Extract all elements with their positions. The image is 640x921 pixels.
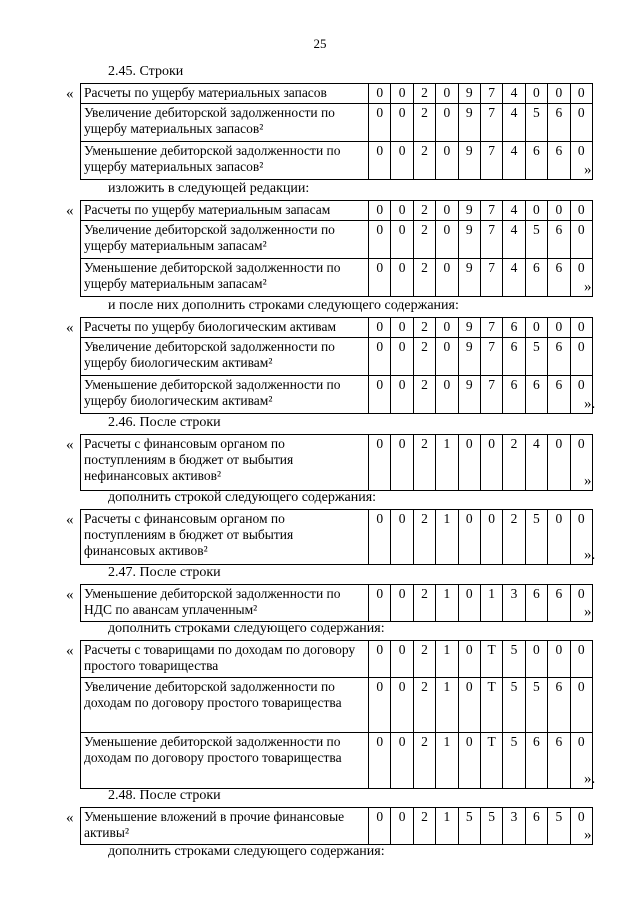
code-digit: 0 xyxy=(548,641,570,678)
code-digit: 4 xyxy=(503,84,525,104)
code-digit: 2 xyxy=(413,641,435,678)
code-digit: 2 xyxy=(503,435,525,491)
code-digit: 0 xyxy=(458,585,480,622)
opening-quote: « xyxy=(66,86,74,102)
code-digit: 0 xyxy=(570,104,592,142)
code-digit: 9 xyxy=(458,104,480,142)
code-digit: 0 xyxy=(436,84,458,104)
code-digit: 6 xyxy=(548,221,570,259)
code-digit: 0 xyxy=(369,84,391,104)
code-digit: 0 xyxy=(480,510,502,565)
code-digit: Т xyxy=(480,733,502,789)
opening-quote: « xyxy=(66,203,74,219)
code-digit: 0 xyxy=(458,510,480,565)
code-digit: 6 xyxy=(548,376,570,414)
section-text: 2.48. После строки xyxy=(108,788,221,803)
section-text: дополнить строкой следующего содержания: xyxy=(108,490,377,505)
code-digit: 0 xyxy=(369,338,391,376)
code-digit: 6 xyxy=(525,376,547,414)
code-digit: 0 xyxy=(369,318,391,338)
account-name: Уменьшение вложений в прочие финансовые активы² xyxy=(81,808,369,845)
code-digit: 1 xyxy=(436,641,458,678)
code-digit: 2 xyxy=(413,678,435,733)
code-digit: 0 xyxy=(369,259,391,297)
code-digit: 5 xyxy=(548,808,570,845)
code-digit: 0 xyxy=(570,338,592,376)
code-digit: 0 xyxy=(436,338,458,376)
code-digit: 5 xyxy=(503,678,525,733)
code-digit: 0 xyxy=(570,318,592,338)
closing-quote: » xyxy=(584,279,592,295)
code-digit: 0 xyxy=(391,585,413,622)
table-row xyxy=(81,221,593,259)
code-digit: 0 xyxy=(436,259,458,297)
table-row xyxy=(81,678,593,733)
code-digit: 0 xyxy=(436,318,458,338)
code-digit: 0 xyxy=(391,338,413,376)
code-digit: 6 xyxy=(548,678,570,733)
code-digit: 0 xyxy=(391,84,413,104)
code-digit: 2 xyxy=(413,585,435,622)
code-digit: 2 xyxy=(413,221,435,259)
account-name: Расчеты по ущербу биологическим активам xyxy=(81,318,369,338)
closing-quote: » xyxy=(584,827,592,843)
code-digit: 0 xyxy=(369,733,391,789)
code-digit: 1 xyxy=(436,435,458,491)
code-digit: 7 xyxy=(480,84,502,104)
section-text: и после них дополнить строками следующего содержания: xyxy=(108,298,459,313)
opening-quote: « xyxy=(66,810,74,826)
code-digit: 2 xyxy=(503,510,525,565)
code-digit: 9 xyxy=(458,338,480,376)
account-table xyxy=(80,640,596,789)
code-digit: 5 xyxy=(458,808,480,845)
code-digit: 0 xyxy=(570,808,592,845)
account-table xyxy=(80,509,596,565)
code-digit: 0 xyxy=(391,678,413,733)
code-digit: 6 xyxy=(525,733,547,789)
code-digit: 5 xyxy=(525,338,547,376)
account-table xyxy=(80,584,593,622)
code-digit: 0 xyxy=(369,104,391,142)
account-name: Уменьшение дебиторской задолженности по ущербу материальным запасам² xyxy=(81,259,369,297)
table-row xyxy=(81,104,593,142)
code-digit: 0 xyxy=(525,318,547,338)
opening-quote: « xyxy=(66,320,74,336)
code-digit: 7 xyxy=(480,338,502,376)
code-digit: 3 xyxy=(503,808,525,845)
code-digit: 0 xyxy=(369,510,391,565)
code-digit: 0 xyxy=(570,201,592,221)
code-digit: 2 xyxy=(413,142,435,180)
closing-quote: » xyxy=(584,604,592,620)
account-name: Расчеты с финансовым органом по поступлениям в бюджет от выбытия нефинансовых активов² xyxy=(81,435,369,491)
code-digit: 0 xyxy=(570,84,592,104)
account-name: Увеличение дебиторской задолженности по ущербу биологическим активам² xyxy=(81,338,369,376)
code-digit: 6 xyxy=(525,585,547,622)
account-name: Увеличение дебиторской задолженности по доходам по договору простого товарищества xyxy=(81,678,369,733)
account-name: Расчеты по ущербу материальным запасам xyxy=(81,201,369,221)
code-digit: 0 xyxy=(391,221,413,259)
code-digit: 4 xyxy=(503,259,525,297)
code-digit: 7 xyxy=(480,142,502,180)
opening-quote: « xyxy=(66,587,74,603)
opening-quote: « xyxy=(66,512,74,528)
account-table xyxy=(80,807,593,845)
code-digit: 0 xyxy=(436,104,458,142)
table-row xyxy=(81,435,593,491)
code-digit: 6 xyxy=(548,733,570,789)
code-digit: 2 xyxy=(413,510,435,565)
code-digit: 0 xyxy=(436,221,458,259)
code-digit: 0 xyxy=(570,510,592,565)
code-digit: 0 xyxy=(458,678,480,733)
code-digit: 9 xyxy=(458,84,480,104)
code-digit: 0 xyxy=(548,435,570,491)
table-row xyxy=(81,641,593,678)
account-name: Уменьшение дебиторской задолженности по доходам по договору простого товарищества xyxy=(81,733,369,789)
opening-quote: « xyxy=(66,643,74,659)
code-digit: 1 xyxy=(436,585,458,622)
code-digit: 0 xyxy=(525,84,547,104)
code-digit: 2 xyxy=(413,808,435,845)
code-digit: 6 xyxy=(548,585,570,622)
code-digit: 6 xyxy=(503,376,525,414)
code-digit: 3 xyxy=(503,585,525,622)
code-digit: 0 xyxy=(369,201,391,221)
code-digit: 0 xyxy=(458,435,480,491)
code-digit: 0 xyxy=(369,435,391,491)
code-digit: 2 xyxy=(413,259,435,297)
code-digit: 2 xyxy=(413,318,435,338)
account-name: Уменьшение дебиторской задолженности по ущербу биологическим активам² xyxy=(81,376,369,414)
code-digit: 7 xyxy=(480,318,502,338)
closing-quote: » xyxy=(584,162,592,178)
closing-quote: ». xyxy=(584,396,596,412)
code-digit: 2 xyxy=(413,201,435,221)
code-digit: 0 xyxy=(391,142,413,180)
closing-quote: ». xyxy=(584,771,596,787)
code-digit: 0 xyxy=(548,84,570,104)
section-text: 2.45. Строки xyxy=(108,64,184,79)
code-digit: Т xyxy=(480,641,502,678)
table-row xyxy=(81,201,593,221)
code-digit: 0 xyxy=(570,585,592,622)
code-digit: 6 xyxy=(503,338,525,376)
code-digit: 6 xyxy=(525,259,547,297)
code-digit: 6 xyxy=(548,104,570,142)
section-text: 2.46. После строки xyxy=(108,415,221,430)
code-digit: 0 xyxy=(525,641,547,678)
page-number: 25 xyxy=(313,36,327,51)
account-name: Увеличение дебиторской задолженности по ущербу материальных запасов² xyxy=(81,104,369,142)
code-digit: 1 xyxy=(480,585,502,622)
code-digit: 4 xyxy=(503,201,525,221)
code-digit: 0 xyxy=(570,142,592,180)
code-digit: 0 xyxy=(369,376,391,414)
code-digit: 0 xyxy=(391,641,413,678)
code-digit: 9 xyxy=(458,318,480,338)
table-row xyxy=(81,142,593,180)
table-row xyxy=(81,733,593,789)
code-digit: 1 xyxy=(436,678,458,733)
closing-quote: ». xyxy=(584,547,596,563)
code-digit: 9 xyxy=(458,201,480,221)
code-digit: 0 xyxy=(570,259,592,297)
code-digit: 0 xyxy=(391,376,413,414)
code-digit: 2 xyxy=(413,376,435,414)
account-table xyxy=(80,200,593,297)
section-text: дополнить строками следующего содержания: xyxy=(108,621,385,636)
code-digit: 4 xyxy=(525,435,547,491)
code-digit: 4 xyxy=(503,221,525,259)
code-digit: 5 xyxy=(503,641,525,678)
code-digit: 1 xyxy=(436,510,458,565)
code-digit: 0 xyxy=(458,641,480,678)
code-digit: 6 xyxy=(548,338,570,376)
account-name: Увеличение дебиторской задолженности по ущербу материальным запасам² xyxy=(81,221,369,259)
code-digit: 2 xyxy=(413,104,435,142)
code-digit: 5 xyxy=(525,678,547,733)
code-digit: 0 xyxy=(391,104,413,142)
section-text: 2.47. После строки xyxy=(108,565,221,580)
code-digit: 0 xyxy=(525,201,547,221)
code-digit: 6 xyxy=(525,142,547,180)
code-digit: 0 xyxy=(480,435,502,491)
code-digit: 7 xyxy=(480,376,502,414)
code-digit: 7 xyxy=(480,221,502,259)
code-digit: 0 xyxy=(391,435,413,491)
code-digit: 5 xyxy=(503,733,525,789)
code-digit: 7 xyxy=(480,259,502,297)
code-digit: 0 xyxy=(391,808,413,845)
code-digit: 1 xyxy=(436,808,458,845)
code-digit: Т xyxy=(480,678,502,733)
account-name: Расчеты с товарищами по доходам по договору простого товарищества xyxy=(81,641,369,678)
code-digit: 0 xyxy=(369,641,391,678)
code-digit: 7 xyxy=(480,104,502,142)
code-digit: 4 xyxy=(503,104,525,142)
code-digit: 0 xyxy=(369,142,391,180)
code-digit: 0 xyxy=(548,318,570,338)
section-text: дополнить строками следующего содержания: xyxy=(108,844,385,859)
code-digit: 2 xyxy=(413,435,435,491)
account-table xyxy=(80,317,596,414)
code-digit: 0 xyxy=(570,221,592,259)
account-name: Уменьшение дебиторской задолженности по НДС по авансам уплаченным² xyxy=(81,585,369,622)
code-digit: 7 xyxy=(480,201,502,221)
code-digit: 6 xyxy=(548,142,570,180)
code-digit: 0 xyxy=(570,376,592,414)
code-digit: 1 xyxy=(436,733,458,789)
code-digit: 0 xyxy=(548,201,570,221)
code-digit: 6 xyxy=(548,259,570,297)
code-digit: 9 xyxy=(458,259,480,297)
code-digit: 0 xyxy=(369,808,391,845)
code-digit: 9 xyxy=(458,221,480,259)
code-digit: 2 xyxy=(413,338,435,376)
code-digit: 0 xyxy=(436,201,458,221)
table-row xyxy=(81,510,593,565)
code-digit: 0 xyxy=(369,678,391,733)
table-row xyxy=(81,585,593,622)
code-digit: 0 xyxy=(391,259,413,297)
code-digit: 0 xyxy=(548,510,570,565)
code-digit: 0 xyxy=(391,318,413,338)
table-row xyxy=(81,338,593,376)
code-digit: 0 xyxy=(436,376,458,414)
code-digit: 0 xyxy=(570,641,592,678)
code-digit: 9 xyxy=(458,376,480,414)
code-digit: 6 xyxy=(525,808,547,845)
opening-quote: « xyxy=(66,437,74,453)
code-digit: 5 xyxy=(525,221,547,259)
code-digit: 4 xyxy=(503,142,525,180)
code-digit: 5 xyxy=(525,510,547,565)
code-digit: 6 xyxy=(503,318,525,338)
code-digit: 5 xyxy=(525,104,547,142)
account-name: Расчеты с финансовым органом по поступлениям в бюджет от выбытия финансовых активов² xyxy=(81,510,369,565)
table-row xyxy=(81,318,593,338)
code-digit: 2 xyxy=(413,733,435,789)
account-table xyxy=(80,434,593,491)
code-digit: 0 xyxy=(458,733,480,789)
code-digit: 0 xyxy=(369,221,391,259)
account-name: Уменьшение дебиторской задолженности по ущербу материальных запасов² xyxy=(81,142,369,180)
code-digit: 0 xyxy=(391,733,413,789)
closing-quote: » xyxy=(584,473,592,489)
code-digit: 0 xyxy=(436,142,458,180)
code-digit: 0 xyxy=(570,678,592,733)
table-row xyxy=(81,84,593,104)
table-row xyxy=(81,259,593,297)
code-digit: 0 xyxy=(391,510,413,565)
code-digit: 0 xyxy=(570,733,592,789)
code-digit: 0 xyxy=(391,201,413,221)
code-digit: 0 xyxy=(369,585,391,622)
table-row xyxy=(81,808,593,845)
account-name: Расчеты по ущербу материальных запасов xyxy=(81,84,369,104)
account-table xyxy=(80,83,593,180)
section-text: изложить в следующей редакции: xyxy=(108,181,310,196)
code-digit: 2 xyxy=(413,84,435,104)
code-digit: 0 xyxy=(570,435,592,491)
code-digit: 9 xyxy=(458,142,480,180)
table-row xyxy=(81,376,593,414)
code-digit: 5 xyxy=(480,808,502,845)
